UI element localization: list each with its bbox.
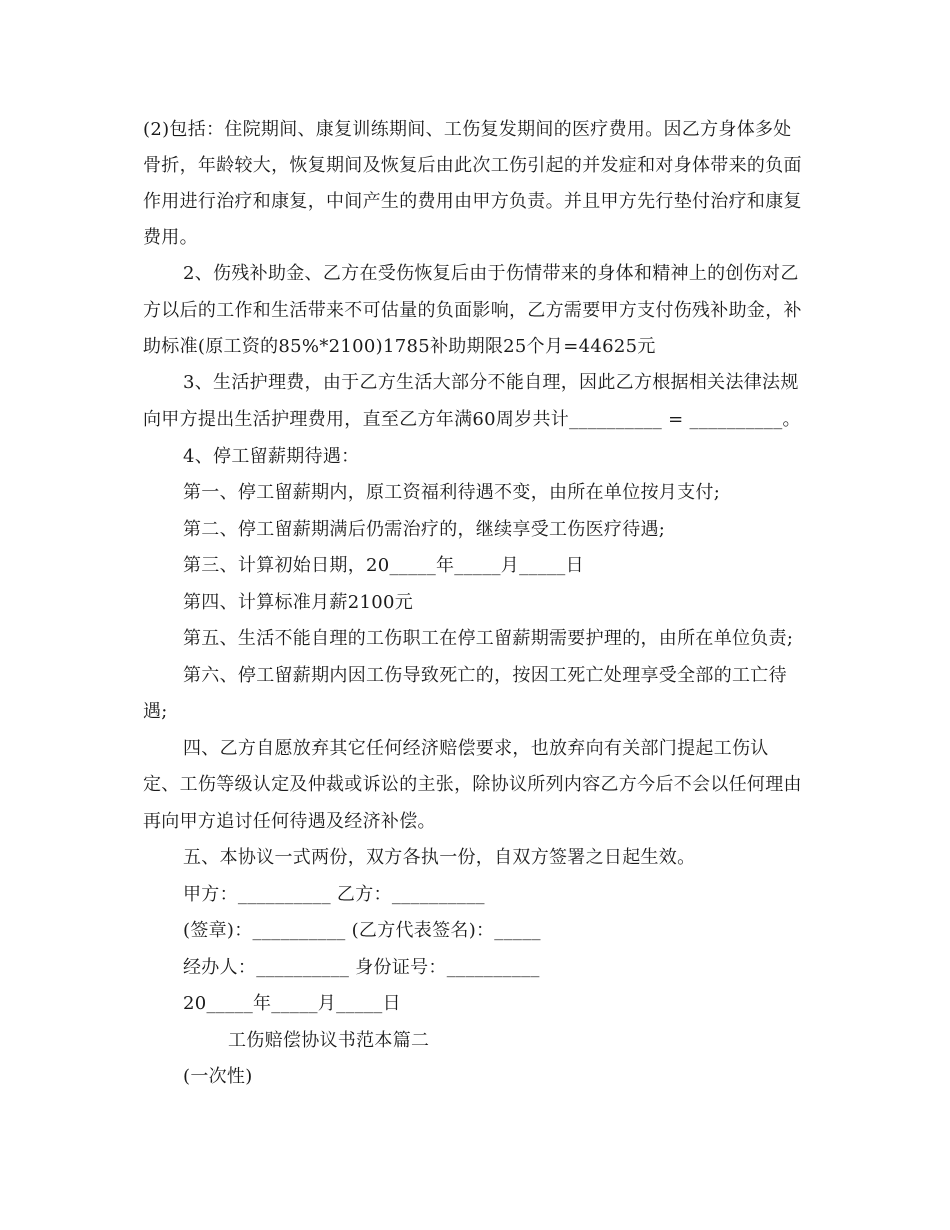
- paragraph-line: (2)包括：住院期间、康复训练期间、工伤复发期间的医疗费用。因乙方身体多处: [143, 119, 792, 140]
- paragraph-line: 向甲方提出生活护理费用，直至乙方年满60周岁共计__________ = __________。: [143, 409, 801, 430]
- paragraph-line: 第四、计算标准月薪2100元: [183, 592, 414, 613]
- paragraph-line: 再向甲方追讨任何待遇及经济补偿。: [143, 811, 436, 832]
- paragraph-line: 骨折，年龄较大，恢复期间及恢复后由此次工伤引起的并发症和对身体带来的负面: [143, 155, 802, 176]
- signature-line-parties: 甲方：__________ 乙方：__________: [183, 884, 485, 905]
- paragraph-line: 方以后的工作和生活带来不可估量的负面影响，乙方需要甲方支付伤残补助金，补: [143, 300, 802, 321]
- paragraph-line: 2、伤残补助金、乙方在受伤恢复后由于伤情带来的身体和精神上的创伤对乙: [183, 263, 799, 284]
- paragraph-line: 作用进行治疗和康复，中间产生的费用由甲方负责。并且甲方先行垫付治疗和康复: [143, 191, 802, 212]
- paragraph-line: 第一、停工留薪期内，原工资福利待遇不变，由所在单位按月支付;: [183, 482, 721, 503]
- paragraph-line: 费用。: [143, 227, 198, 248]
- paragraph-line: 第二、停工留薪期满后仍需治疗的，继续享受工伤医疗待遇;: [183, 519, 666, 540]
- paragraph-line: 定、工伤等级认定及仲裁或诉讼的主张，除协议所列内容乙方今后不会以任何理由: [143, 774, 802, 795]
- section-title: 工伤赔偿协议书范本篇二: [228, 1030, 430, 1051]
- paragraph-line: 第三、计算初始日期，20_____年_____月_____日: [183, 555, 584, 576]
- paragraph-line: 第五、生活不能自理的工伤职工在停工留薪期需要护理的，由所在单位负责;: [183, 628, 794, 649]
- signature-line-handler: 经办人：__________ 身份证号：__________: [183, 957, 540, 978]
- paragraph-line: 3、生活护理费，由于乙方生活大部分不能自理，因此乙方根据相关法律法规: [183, 372, 799, 393]
- paragraph-line: 四、乙方自愿放弃其它任何经济赔偿要求，也放弃向有关部门提起工伤认: [183, 738, 769, 759]
- section-subtitle: (一次性): [183, 1066, 253, 1087]
- paragraph-line: 4、停工留薪期待遇：: [183, 446, 360, 467]
- paragraph-line: 五、本协议一式两份，双方各执一份，自双方签署之日起生效。: [183, 847, 696, 868]
- paragraph-line: 助标准(原工资的85%*2100)1785补助期限25个月=44625元: [143, 336, 656, 357]
- date-line: 20_____年_____月_____日: [183, 993, 401, 1014]
- signature-line-seal: (签章)：__________ (乙方代表签名)：_____: [183, 920, 541, 941]
- paragraph-line: 遇;: [143, 701, 168, 722]
- paragraph-line: 第六、停工留薪期内因工伤导致死亡的，按因工死亡处理享受全部的工亡待: [183, 665, 787, 686]
